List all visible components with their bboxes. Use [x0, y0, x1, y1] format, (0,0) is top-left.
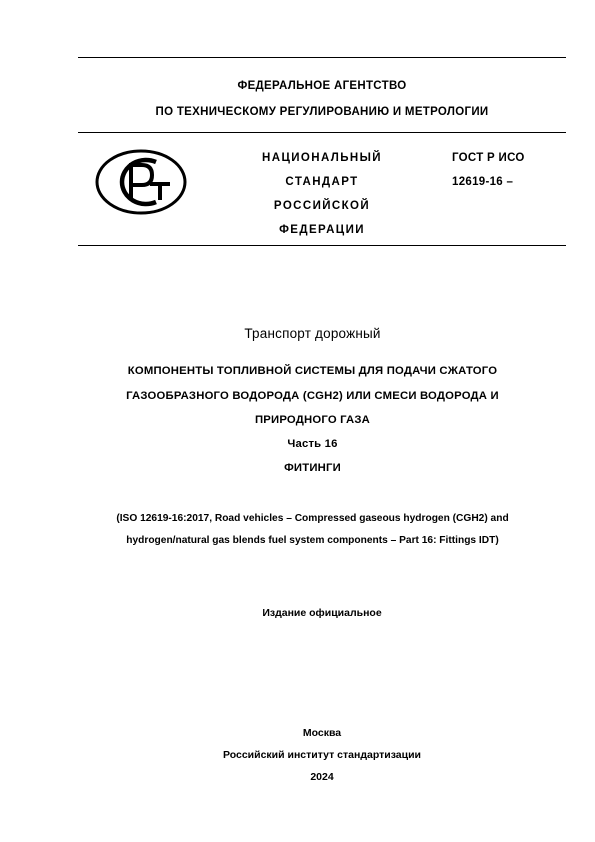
title-line2: ГАЗООБРАЗНОГО ВОДОРОДА (CGH2) ИЛИ СМЕСИ ВОДОРОДА И — [126, 390, 499, 402]
standard-line1: НАЦИОНАЛЬНЫЙ — [262, 152, 382, 164]
standard-line4: ФЕДЕРАЦИИ — [279, 224, 365, 236]
standard-line2: СТАНДАРТ — [285, 176, 359, 188]
gost-designation-line1: ГОСТ Р ИСО — [452, 152, 525, 164]
title-line1: КОМПОНЕНТЫ ТОПЛИВНОЙ СИСТЕМЫ ДЛЯ ПОДАЧИ СЖАТОГО — [127, 365, 498, 377]
iso-reference-line2: hydrogen/natural gas blends fuel system components – Part 16: Fittings IDT) — [126, 535, 499, 546]
publication-year: 2024 — [310, 771, 334, 783]
title-part-name: ФИТИНГИ — [284, 462, 341, 474]
rst-logo — [94, 148, 188, 216]
top-rule — [78, 57, 566, 58]
agency-name-line2: ПО ТЕХНИЧЕСКОМУ РЕГУЛИРОВАНИЮ И МЕТРОЛОГИИ — [155, 106, 489, 118]
title-part: Часть 16 — [287, 438, 338, 450]
agency-name-line1: ФЕДЕРАЛЬНОЕ АГЕНТСТВО — [237, 80, 407, 92]
rst-logo-icon — [94, 148, 188, 216]
publisher-name: Российский институт стандартизации — [222, 749, 422, 761]
standard-line3: РОССИЙСКОЙ — [273, 200, 371, 212]
standard-rule — [78, 245, 566, 246]
gost-designation-line2: 12619-16 – — [452, 176, 514, 188]
publication-city: Москва — [302, 727, 342, 739]
edition-label: Издание официальное — [262, 607, 382, 619]
document-subject: Транспорт дорожный — [244, 326, 381, 341]
title-line3: ПРИРОДНОГО ГАЗА — [254, 414, 371, 426]
iso-reference-line1: (ISO 12619-16:2017, Road vehicles – Compressed gaseous hydrogen (CGH2) and — [116, 513, 509, 524]
agency-rule — [78, 132, 566, 133]
